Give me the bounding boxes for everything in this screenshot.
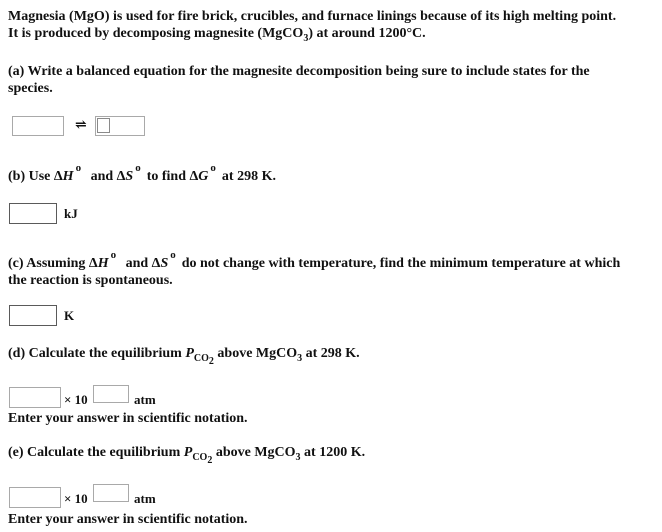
intro-line-2 bbox=[8, 25, 426, 47]
part-e-question bbox=[8, 444, 365, 469]
part-b-to-find: to find Δ bbox=[146, 169, 199, 184]
part-b-suffix: at 298 K. bbox=[221, 169, 276, 184]
part-c-and: and Δ bbox=[122, 256, 161, 271]
intro-line-2-prefix: It is produced by decomposing magnesite (MgCO bbox=[8, 26, 304, 41]
part-e-coefficient-input[interactable] bbox=[9, 487, 61, 508]
part-b-s-symbol: S bbox=[125, 169, 134, 184]
part-c-h-degree: o bbox=[110, 249, 117, 261]
part-b-g-symbol: G bbox=[198, 169, 209, 184]
part-b-prefix: (b) Use Δ bbox=[8, 169, 63, 184]
part-e-exponent-input[interactable] bbox=[93, 484, 129, 502]
part-d-p-symbol: P bbox=[185, 346, 194, 361]
part-e-middle: above MgCO bbox=[212, 445, 296, 460]
part-e-times-ten: × 10 bbox=[64, 491, 88, 506]
part-b-question bbox=[8, 162, 276, 186]
part-d-prefix: (d) Calculate the equilibrium bbox=[8, 346, 186, 361]
part-c-prefix: (c) Assuming Δ bbox=[8, 256, 98, 271]
part-e-2-subscript: 2 bbox=[207, 454, 213, 466]
part-a-question-line-1: (a) Write a balanced equation for the magnesite decomposition being sure to include states for the bbox=[8, 64, 590, 79]
part-b-s-degree: o bbox=[135, 162, 141, 174]
part-d-mgco3-subscript: 3 bbox=[297, 352, 303, 364]
part-a-question-line-2: species. bbox=[8, 81, 53, 96]
part-e-mgco3-subscript: 3 bbox=[295, 451, 301, 463]
part-e-prefix: (e) Calculate the equilibrium bbox=[8, 445, 184, 460]
reactant-input[interactable] bbox=[12, 116, 64, 136]
part-d-suffix: at 298 K. bbox=[302, 346, 360, 361]
equilibrium-arrow-icon: ⇌ bbox=[75, 118, 87, 133]
part-e-co-subscript: CO bbox=[192, 451, 208, 463]
intro-line-1: Magnesia (MgO) is used for fire brick, crucibles, and furnace linings because of its high melting point. bbox=[8, 9, 617, 24]
part-e-unit: atm bbox=[134, 491, 156, 506]
part-c-h-symbol: H bbox=[97, 256, 109, 271]
part-e-suffix: at 1200 K. bbox=[300, 445, 366, 460]
part-d-times-ten: × 10 bbox=[64, 392, 88, 407]
part-c-unit: K bbox=[64, 308, 75, 323]
part-b-h-symbol: H bbox=[62, 169, 74, 184]
part-b-unit: kJ bbox=[64, 206, 78, 221]
part-c-s-symbol: S bbox=[160, 256, 169, 271]
part-c-question-line-2: the reaction is spontaneous. bbox=[8, 273, 173, 288]
part-d-coefficient-input[interactable] bbox=[9, 387, 61, 408]
part-c-question-line-1 bbox=[8, 249, 621, 273]
part-e-note: Enter your answer in scientific notation. bbox=[8, 512, 248, 527]
delta-g-input[interactable] bbox=[9, 203, 57, 224]
part-d-question bbox=[8, 345, 360, 370]
intro-subscript: 3 bbox=[303, 32, 309, 44]
part-d-middle: above MgCO bbox=[213, 346, 298, 361]
part-c-s-degree: o bbox=[170, 249, 176, 261]
part-d-2-subscript: 2 bbox=[208, 355, 214, 367]
part-d-unit: atm bbox=[134, 392, 156, 407]
part-d-note: Enter your answer in scientific notation. bbox=[8, 411, 248, 426]
product-cursor-box bbox=[97, 118, 110, 133]
part-b-and: and Δ bbox=[87, 169, 126, 184]
part-b-g-degree: o bbox=[210, 162, 216, 174]
intro-line-2-suffix: ) at around 1200°C. bbox=[308, 26, 426, 41]
part-c-suffix: do not change with temperature, find the minimum temperature at which bbox=[181, 256, 621, 271]
part-d-co-subscript: CO bbox=[193, 352, 209, 364]
part-b-h-degree: o bbox=[75, 162, 82, 174]
part-e-p-symbol: P bbox=[183, 445, 193, 460]
part-d-exponent-input[interactable] bbox=[93, 385, 129, 403]
min-temperature-input[interactable] bbox=[9, 305, 57, 326]
